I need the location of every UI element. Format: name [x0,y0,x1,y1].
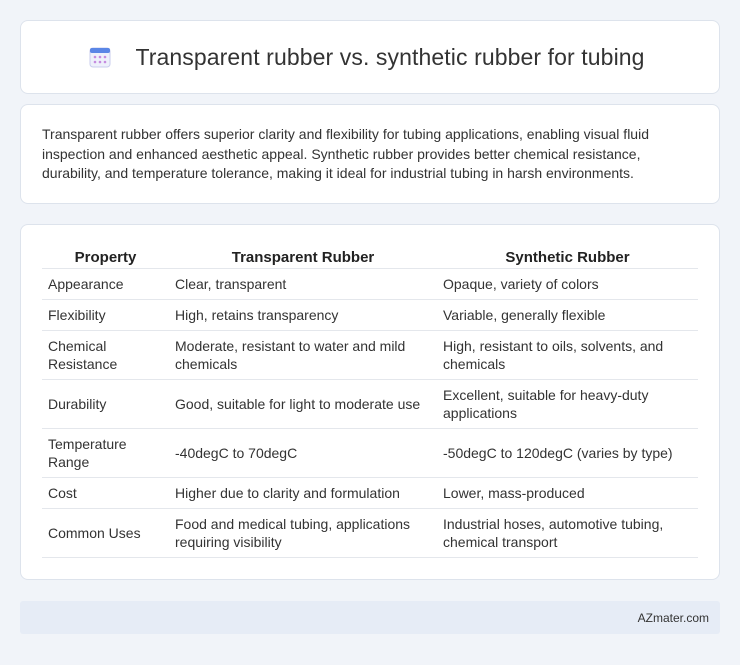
table-header: Property [42,245,169,269]
table-cell: Cost [42,478,169,509]
table-cell: -40degC to 70degC [169,429,437,478]
table-cell: Flexibility [42,300,169,331]
table-cell: Good, suitable for light to moderate use [169,380,437,429]
calendar-icon [89,46,111,68]
table-cell: Clear, transparent [169,269,437,300]
table-row [42,429,698,478]
table-cell: Lower, mass-produced [437,478,698,509]
table-cell: Appearance [42,269,169,300]
table-cell: Temperature Range [42,429,169,478]
summary-card [20,104,720,204]
comparison-table [42,245,698,558]
table-cell: -50degC to 120degC (varies by type) [437,429,698,478]
table-cell: High, retains transparency [169,300,437,331]
table-cell: Food and medical tubing, applications requiring visibility [169,509,437,558]
comparison-table-card [20,224,720,580]
table-row [42,300,698,331]
table-cell: Higher due to clarity and formulation [169,478,437,509]
table-row [42,478,698,509]
footer [20,601,720,634]
table-header: Transparent Rubber [169,245,437,269]
table-cell: Common Uses [42,509,169,558]
table-cell: Opaque, variety of colors [437,269,698,300]
table-row [42,269,698,300]
table-row [42,380,698,429]
table-row [42,331,698,380]
footer-brand: AZmater.com [637,610,709,625]
table-cell: Excellent, suitable for heavy-duty applications [437,380,698,429]
table-cell: Durability [42,380,169,429]
table-cell: High, resistant to oils, solvents, and chemicals [437,331,698,380]
table-cell: Chemical Resistance [42,331,169,380]
table-row [42,509,698,558]
summary-text: Transparent rubber offers superior clarity and flexibility for tubing applications, enabling visual fluid inspection and enhanced aesthetic appeal. Synthetic rubber provides better chemical resistance, durability, and temperature tolerance, making it ideal for industrial tubing in harsh environments. [42,126,649,181]
table-cell: Moderate, resistant to water and mild chemicals [169,331,437,380]
table-cell: Industrial hoses, automotive tubing, chemical transport [437,509,698,558]
table-header-row [42,245,698,269]
title-card [20,20,720,94]
table-header: Synthetic Rubber [437,245,698,269]
table-cell: Variable, generally flexible [437,300,698,331]
page-title: Transparent rubber vs. synthetic rubber for tubing [135,43,645,70]
